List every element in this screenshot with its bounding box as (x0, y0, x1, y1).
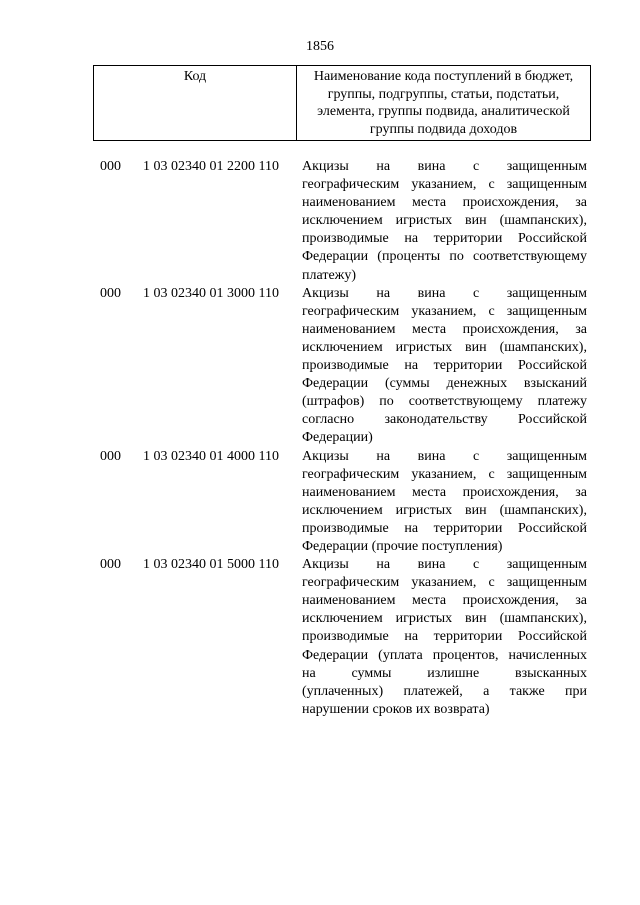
description-word: производимые (302, 231, 389, 247)
description-word: законодательству (384, 412, 488, 428)
description-line (302, 375, 587, 393)
description-word: вин (465, 502, 487, 518)
description-word: исключением (302, 213, 383, 229)
description-word: игристых (395, 502, 453, 518)
description-word: места (411, 484, 447, 500)
description-word: (шампанских), (499, 339, 587, 355)
table-header (93, 65, 591, 141)
description-word: с (472, 159, 480, 174)
revenue-code: 1 03 02340 01 4000 110 (143, 448, 279, 464)
description-word: происхождения, (462, 321, 559, 337)
description-word: процентов, (432, 647, 499, 663)
description-line (302, 628, 587, 646)
revenue-code: 1 03 02340 01 2200 110 (143, 159, 279, 174)
description-word: Российской (517, 358, 587, 374)
description-word: указанием, (411, 575, 477, 591)
description-word: согласно (302, 412, 355, 428)
admin-code: 000 (100, 285, 121, 301)
description-line (302, 357, 587, 375)
description-word: (шампанских), (499, 611, 587, 627)
admin-code: 000 (100, 557, 121, 573)
description-word: Акцизы (302, 448, 349, 464)
description-line (302, 701, 587, 719)
description-line (302, 665, 587, 683)
description-word: взысканий (523, 376, 587, 392)
description-word: происхождения, (462, 593, 559, 609)
description-line (302, 448, 587, 466)
description-word: нарушении сроков их возврата) (302, 701, 490, 717)
description-word: на (376, 285, 391, 301)
description-word: Акцизы (302, 285, 349, 301)
revenue-description (302, 285, 587, 448)
description-word: игристых (395, 213, 453, 229)
description-word: защищенным (506, 448, 587, 464)
description-word: вина (417, 557, 446, 573)
description-word: (шампанских), (499, 502, 587, 518)
description-word: территории (433, 358, 503, 374)
description-line (302, 285, 587, 303)
description-word: Акцизы (302, 557, 349, 573)
description-word: взысканных (515, 665, 587, 681)
description-word: защищенным (506, 285, 587, 301)
description-line (302, 303, 587, 321)
description-word: указанием, (411, 177, 477, 193)
description-line (302, 158, 587, 176)
revenue-code: 1 03 02340 01 5000 110 (143, 557, 279, 573)
description-word: Российской (517, 520, 587, 536)
description-line (302, 212, 587, 230)
description-word: Федерации (302, 249, 369, 265)
description-word: вина (417, 285, 446, 301)
description-word: с (472, 285, 480, 301)
description-line (302, 610, 587, 628)
description-line (302, 230, 587, 248)
description-word: игристых (395, 611, 453, 627)
description-word: производимые (302, 358, 389, 374)
description-word: исключением (302, 611, 383, 627)
description-word: географическим (302, 466, 400, 482)
description-line (302, 176, 587, 194)
description-word: с (488, 575, 495, 591)
description-word: на (376, 557, 391, 573)
description-word: (шампанских), (499, 213, 587, 229)
header-name-column (297, 66, 590, 140)
header-code-column: Код (94, 66, 297, 140)
description-word: Акцизы (302, 159, 349, 174)
description-word: вин (465, 339, 487, 355)
description-word: защищенным (506, 177, 587, 193)
table-row (0, 158, 640, 285)
header-name-line: Наименование кода поступлений в бюджет, (313, 69, 574, 84)
description-word: (суммы (384, 376, 430, 392)
description-line (302, 538, 587, 556)
description-word: с (472, 448, 480, 464)
description-word: на (404, 358, 419, 374)
description-word: платежу (537, 394, 587, 410)
description-word: наименованием (302, 195, 396, 211)
revenue-description (302, 556, 587, 719)
description-word: места (411, 321, 447, 337)
description-word: с (472, 557, 480, 573)
description-word: платежу) (302, 267, 356, 283)
revenue-description (302, 448, 587, 557)
description-word: на (376, 159, 391, 174)
description-word: защищенным (506, 557, 587, 573)
description-line (302, 574, 587, 592)
revenue-description (302, 158, 587, 285)
description-word: Федерации (302, 376, 369, 392)
description-word: происхождения, (462, 484, 559, 500)
description-line (302, 248, 587, 266)
revenue-code-list (0, 158, 640, 719)
table-row (0, 556, 640, 719)
description-word: исключением (302, 502, 383, 518)
description-word: с (488, 466, 495, 482)
admin-code: 000 (100, 448, 121, 464)
description-line (302, 647, 587, 665)
description-word: на (404, 629, 419, 645)
description-word: указанием, (411, 303, 477, 319)
description-line (302, 520, 587, 538)
description-word: а (483, 683, 490, 699)
description-word: вина (417, 448, 446, 464)
description-word: исключением (302, 339, 383, 355)
description-word: за (575, 593, 587, 609)
table-row (0, 448, 640, 557)
description-word: суммы (351, 665, 392, 681)
description-word: наименованием (302, 321, 396, 337)
description-word: производимые (302, 629, 389, 645)
description-word: по (379, 394, 394, 410)
description-word: указанием, (411, 466, 477, 482)
description-word: игристых (395, 339, 453, 355)
description-word: защищенным (506, 303, 587, 319)
description-line (302, 484, 587, 502)
description-word: места (411, 593, 447, 609)
description-word: на (376, 448, 391, 464)
description-word: Федерации (прочие поступления) (302, 538, 503, 554)
description-word: вин (465, 611, 487, 627)
description-word: соответствующему (473, 249, 587, 265)
description-line (302, 411, 587, 429)
description-word: защищенным (506, 575, 587, 591)
description-word: (проценты (377, 249, 441, 265)
description-word: защищенным (506, 466, 587, 482)
description-word: за (575, 195, 587, 211)
description-word: излишне (427, 665, 480, 681)
admin-code: 000 (100, 159, 121, 174)
description-line (302, 339, 587, 357)
description-line (302, 466, 587, 484)
description-word: начисленных (508, 647, 587, 663)
description-word: денежных (446, 376, 508, 392)
description-word: за (575, 321, 587, 337)
description-word: Российской (517, 231, 587, 247)
description-word: происхождения, (462, 195, 559, 211)
page-number: 1856 (306, 39, 334, 54)
description-word: места (411, 195, 447, 211)
description-word: географическим (302, 177, 400, 193)
description-word: при (565, 683, 587, 699)
description-word: по (449, 249, 464, 265)
description-word: платежей, (403, 683, 463, 699)
description-word: также (509, 683, 545, 699)
description-line (302, 393, 587, 411)
description-word: географическим (302, 303, 400, 319)
description-word: Федерации (302, 647, 369, 663)
description-word: за (575, 484, 587, 500)
description-word: территории (433, 520, 503, 536)
table-row (0, 285, 640, 448)
description-word: вин (465, 213, 487, 229)
description-word: географическим (302, 575, 400, 591)
description-word: соответствующему (408, 394, 523, 410)
description-word: (уплата (378, 647, 423, 663)
description-word: производимые (302, 520, 389, 536)
header-name-line: группы, подгруппы, статьи, подстатьи, (327, 86, 560, 102)
description-word: вина (417, 159, 446, 174)
description-line (302, 683, 587, 701)
description-line (302, 429, 587, 447)
description-line (302, 267, 587, 285)
description-word: с (488, 303, 495, 319)
description-word: на (302, 665, 316, 681)
description-word: наименованием (302, 593, 396, 609)
description-word: Российской (517, 629, 587, 645)
description-word: (уплаченных) (302, 683, 384, 699)
description-line (302, 194, 587, 212)
description-word: наименованием (302, 484, 396, 500)
description-word: на (404, 520, 419, 536)
description-word: Федерации) (302, 430, 373, 446)
description-word: Российской (517, 412, 587, 428)
description-line (302, 592, 587, 610)
description-line (302, 556, 587, 574)
description-word: территории (433, 231, 503, 247)
description-word: защищенным (506, 159, 587, 174)
description-word: территории (433, 629, 503, 645)
description-word: на (404, 231, 419, 247)
header-name-line: группы подвида доходов (369, 121, 518, 137)
description-line (302, 321, 587, 339)
revenue-code: 1 03 02340 01 3000 110 (143, 285, 279, 301)
header-name-line: элемента, группы подвида, аналитической (317, 104, 570, 119)
description-word: (штрафов) (302, 394, 365, 410)
description-line (302, 502, 587, 520)
description-word: с (488, 177, 495, 193)
